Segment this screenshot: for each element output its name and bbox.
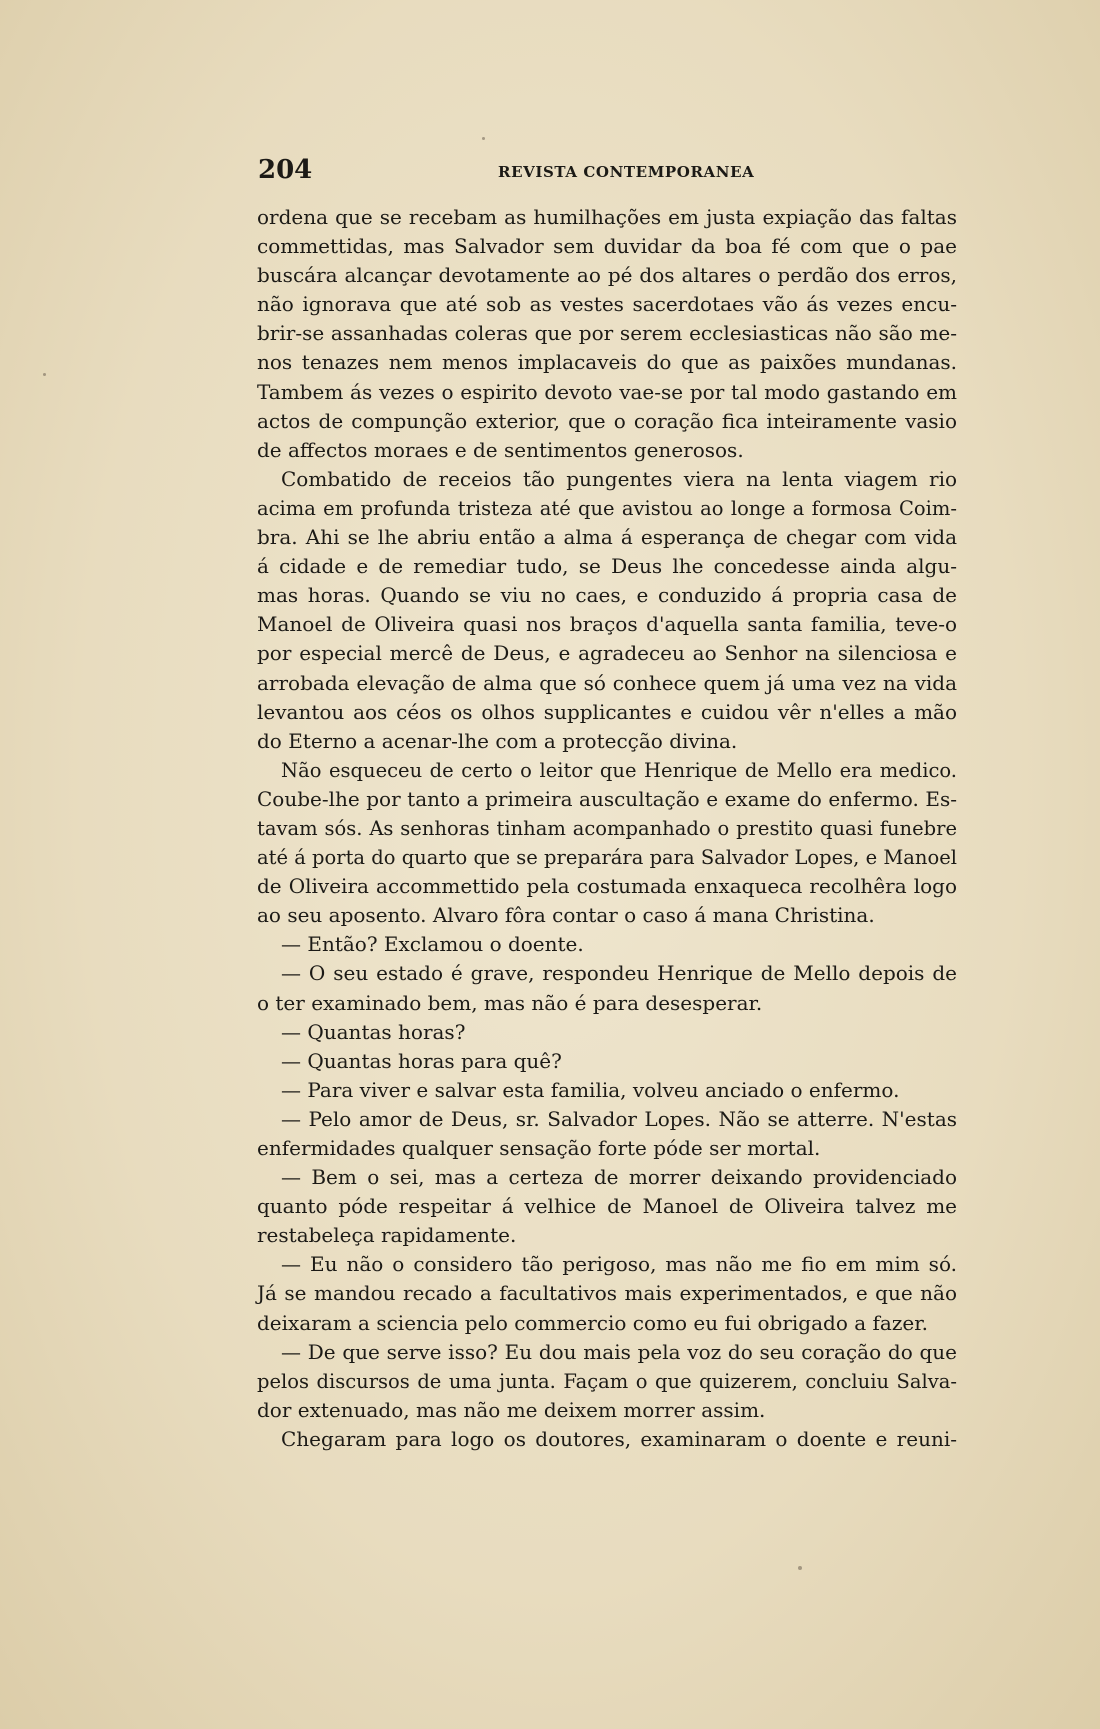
text-line: de affectos moraes e de sentimentos generosos. [257,437,744,462]
text-line: Manoel de Oliveira quasi nos braços d'aquella santa familia, teve-o [257,612,957,637]
page-header [258,155,958,185]
text-line: enfermidades qualquer sensação forte póde ser mortal. [257,1136,821,1160]
text-line: Coube-lhe por tanto a primeira auscultação e exame do enfermo. Es- [257,786,957,811]
text-line: — Quantas horas? [281,1019,466,1044]
text-line: actos de compunção exterior, que o coração fica inteiramente vasio [257,408,957,433]
text-line: mas horas. Quando se viu no caes, e conduzido á propria casa de [257,583,957,608]
text-line: ao seu aposento. Alvaro fôra contar o caso á mana Christina. [257,903,875,928]
text-line: á cidade e de remediar tudo, se Deus lhe concedesse ainda algu- [257,554,957,579]
running-title: REVISTA CONTEMPORANEA [498,163,755,181]
text-line: dor extenuado, mas não me deixem morrer assim. [257,1397,766,1422]
text-line: bra. Ahi se lhe abriu então a alma á esperança de chegar com vida [257,525,957,550]
text-line: pelos discursos de uma junta. Façam o que quizerem, concluiu Salva- [257,1369,957,1393]
text-line: — Então? Exclamou o doente. [281,932,584,957]
text-line: acima em profunda tristeza até que avistou ao longe a formosa Coim- [257,496,957,520]
paper-speck [798,1566,802,1570]
body-text [257,203,957,1454]
text-line: — De que serve isso? Eu dou mais pela voz do seu coração do que [281,1339,957,1364]
page-number: 204 [258,155,313,185]
text-line: nos tenazes nem menos implacaveis do que as paixões mundanas. [257,350,957,375]
text-line: arrobada elevação de alma que só conhece quem já uma vez na vida [257,670,957,695]
text-line: — Bem o sei, mas a certeza de morrer deixando providenciado [281,1165,957,1190]
text-line: — Para viver e salvar esta familia, volveu anciado o enfermo. [281,1077,900,1102]
text-line: — Quantas horas para quê? [281,1048,562,1073]
text-line: restabeleça rapidamente. [257,1223,517,1248]
text-line: Chegaram para logo os doutores, examinaram o doente e reuni- [281,1426,957,1451]
text-line: deixaram a sciencia pelo commercio como eu fui obrigado a fazer. [257,1310,928,1335]
text-line: o ter examinado bem, mas não é para desesperar. [257,990,763,1015]
text-line: buscára alcançar devotamente ao pé dos altares o perdão dos erros, [257,263,957,288]
text-line: do Eterno a acenar-lhe com a protecção divina. [257,728,738,753]
text-line: — Pelo amor de Deus, sr. Salvador Lopes. Não se atterre. N'estas [281,1106,957,1131]
text-line: Não esqueceu de certo o leitor que Henrique de Mello era medico. [281,758,957,782]
text-line: — O seu estado é grave, respondeu Henrique de Mello depois de [281,961,957,986]
text-line: Combatido de receios tão pungentes viera na lenta viagem rio [281,466,957,491]
text-line: Tambem ás vezes o espirito devoto vae-se por tal modo gastando em [257,379,957,404]
text-line: Já se mandou recado a facultativos mais experimentados, e que não [257,1281,957,1306]
text-line: ordena que se recebam as humilhações em justa expiação das faltas [257,205,957,229]
text-line: — Eu não o considero tão perigoso, mas não me fio em mim só. [281,1252,957,1277]
paper-speck [482,137,485,140]
text-line: não ignorava que até sob as vestes sacerdotaes vão ás vezes encu- [257,292,957,317]
paper-speck [43,373,46,376]
text-line: até á porta do quarto que se preparára para Salvador Lopes, e Manoel [257,846,957,870]
text-line: quanto póde respeitar á velhice de Manoel de Oliveira talvez me [257,1194,957,1219]
text-line: tavam sós. As senhoras tinham acompanhado o prestito quasi funebre [257,816,957,840]
text-line: de Oliveira accommettido pela costumada enxaqueca recolhêra logo [257,874,957,899]
text-line: levantou aos céos os olhos supplicantes e cuidou vêr n'elles a mão [257,699,957,724]
text-line: por especial mercê de Deus, e agradeceu ao Senhor na silenciosa e [257,641,957,666]
text-line: commettidas, mas Salvador sem duvidar da boa fé com que o pae [257,234,957,259]
text-line: brir-se assanhadas coleras que por serem ecclesiasticas não são me- [257,321,957,346]
